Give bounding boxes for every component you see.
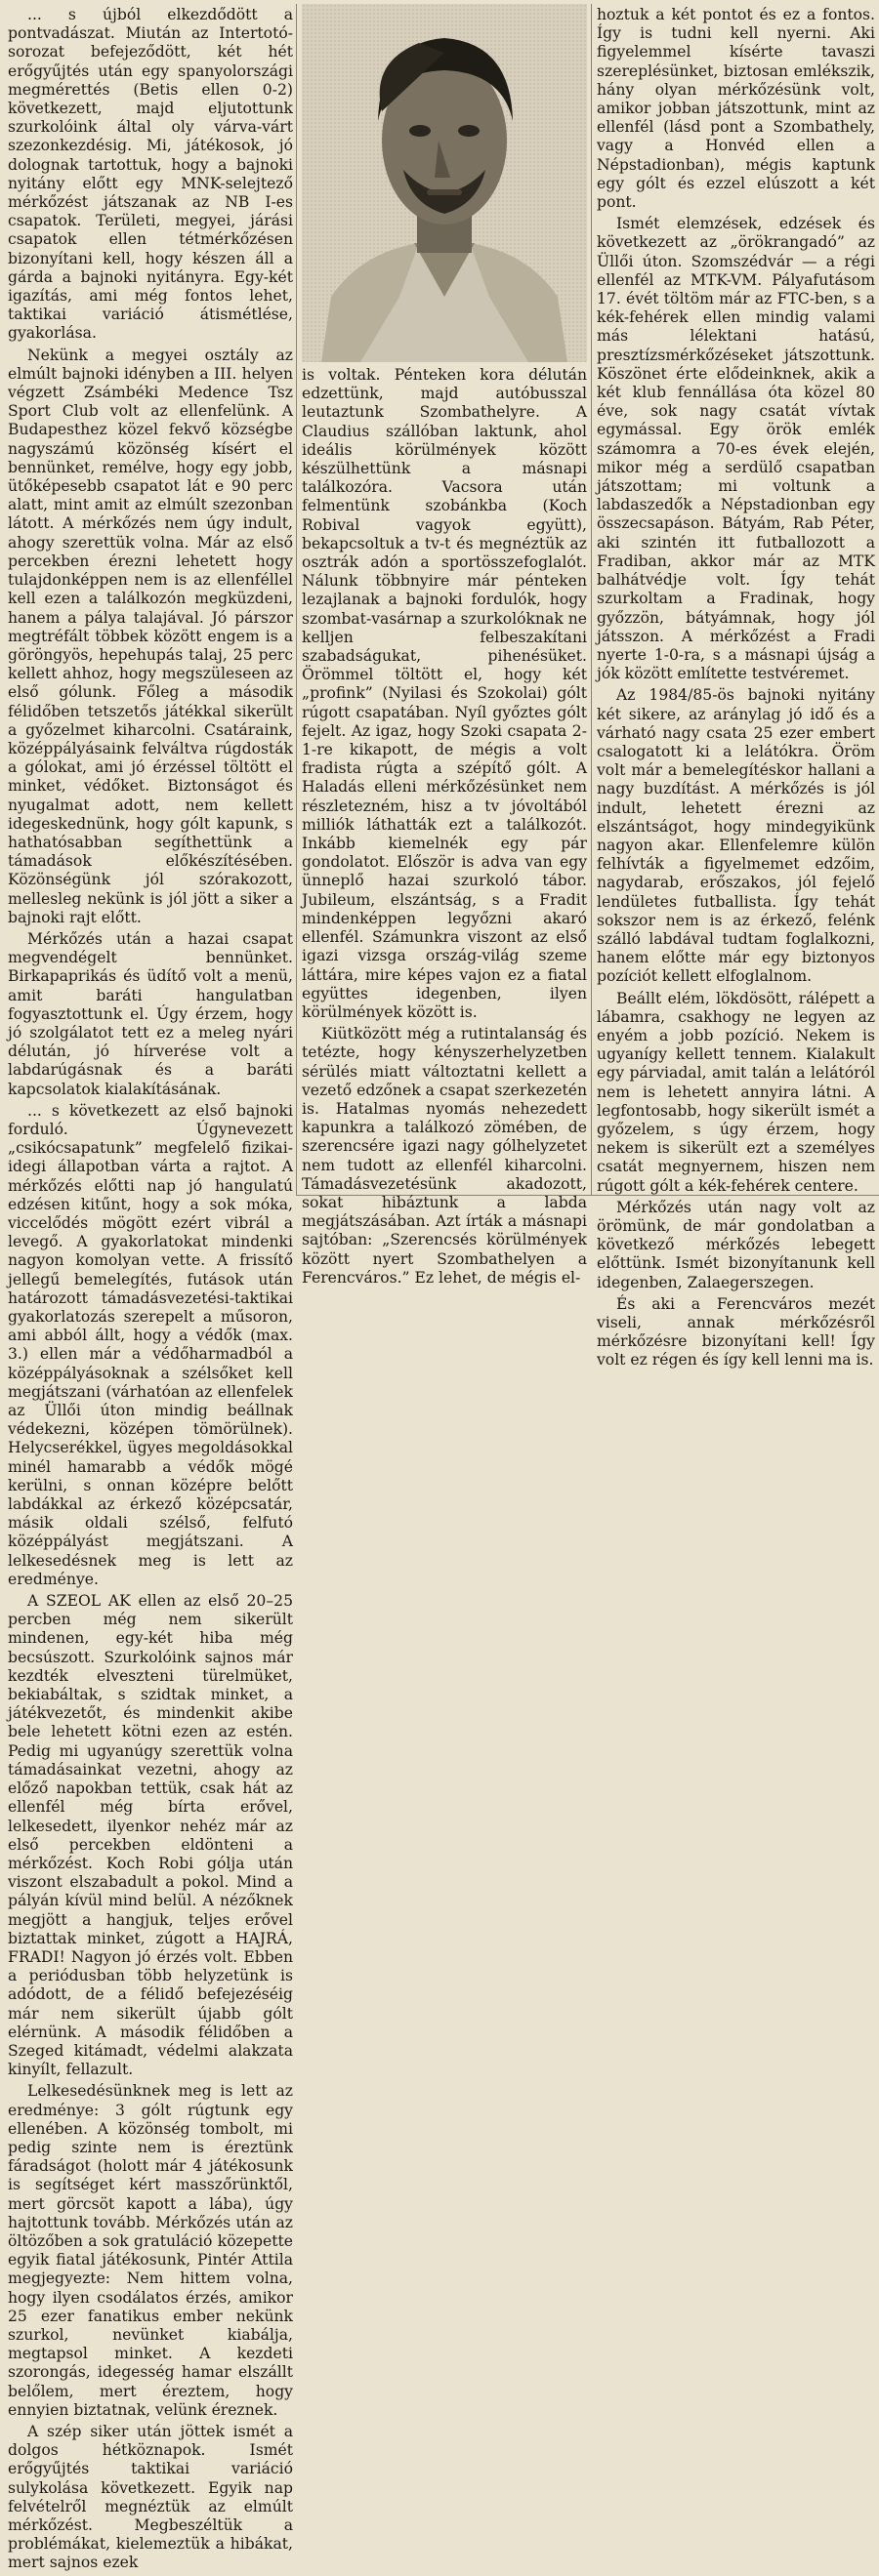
article-column-2 xyxy=(302,366,587,1290)
paragraph: hoztuk a két pontot és ez a fontos. Így is tudni kell nyerni. Aki figyelemmel kísérte tavaszi szereplésünket, biztosan emlékszik, hány olyan mérkőzésünk volt, amikor jobban játszottunk, mint az ellenfél (lásd pont a Szombathely, vagy a Honvéd ellen a Népstadionban), mégis kaptunk egy gólt és ezzel elúszott a két pont. xyxy=(597,6,875,212)
paragraph: is voltak. Pénteken kora délután edzettünk, majd autóbusszal leutaztunk Szombathelyre. A Claudius szállóban laktunk, ahol ideális körülmények között készülhettünk a másnapi találkozóra. Vacsora után felmentünk szobánkba (Koch Robival vagyok együtt), bekapcsoltuk a tv-t és megnéztük az osztrák adón a sportösszefoglalót. Nálunk többnyire már pénteken lezajlanak a bajnoki fordulók, hogy szombat-vasárnap a szurkolóknak ne kelljen felbeszakítani szabadságukat, pihenésüket. Örömmel töltött el, hogy két „profink” (Nyilasi és Szokolai) gólt rúgott csapatában. Nyíl győztes gólt fejelt. Az igaz, hogy Szoki csapata 2-1-re kikapott, de mégis a volt fradista rúgta a szépítő gólt. A Haladás elleni mérkőzésünket nem részletezném, hisz a tv jóvoltából milliók láthatták ezt a találkozót. Inkább kiemelnék egy pár gondolatot. Először is adva van egy ünneplő hazai szurkoló tábor. Jubileum, elszántság, s a Fradit mindenképpen legyőzni akaró ellenfél. Számunkra viszont az első igazi vizsga ország-világ szeme láttára, mire képes vajon ez a fiatal együttes idegenben, ilyen körülmények között is. xyxy=(302,366,587,1021)
paragraph: Az 1984/85-ös bajnoki nyitány két sikere, az aránylag jó idő és a várható nagy csata 25 ezer embert csalogatott ki a lelátókra. Öröm volt már a bemelegítéskor hallani a nagy buzdítást. A mérkőzés is jól indult, lehetett érezni az elszántságot, hogy mindegyikünk nagyon akar. Ellenfelemre külön felhívták a figyelmemet edzőim, nagydarab, erőszakos, jól fejelő lendületes futballista. Így tehát sokszor nem is az érkező, felénk szálló labdával tudtam foglalkozni, hanem előtte már egy biztonyos pozíciót kellett elfoglalnom. xyxy=(597,686,875,986)
paragraph: A SZEOL AK ellen az első 20–25 percben még nem sikerült mindenen, egy-két hiba még becsúszott. Szurkolóink sajnos már kezdték elveszteni türelmüket, bekiabáltak, s szidtak minket, a játékvezetőt, és mindenkit akibe bele lehetett kötni ezen az estén. Pedig mi ugyanúgy szerettük volna támadásainkat vezetni, ahogy az előző napokban tettük, csak hát az ellenfél még bírta erővel, lelkesedett, ilyenkor nehéz már az első percekben eldönteni a mérkőzést. Koch Robi gólja után viszont elszabadult a pokol. Mind a pályán kívül mind belül. A nézőknek megjött a hangjuk, teljes erővel biztattak minket, zúgott a HAJRÁ, FRADI! Nagyon jó érzés volt. Ebben a periódusban több helyzetünk is adódott, de a félidő befejezéséig már nem sikerült újabb gólt elérnünk. A második félidőben a Szeged kitámadt, védelmi alakzata kinyílt, fellazult. xyxy=(8,1592,293,2079)
paragraph: ... s következett az első bajnoki forduló. Úgynevezett „csikócsapatunk” megfelelő fizikai-idegi állapotban várta a rajtot. A mérkőzés előtti nap jó hangulatú edzésen kitűnt, hogy a sok móka, viccelődés mögött ezért vibrál a levegő. A gyakorlatokat mindenki nagyon komolyan vette. A frissítő jellegű bemelegítés, futások után határozott támadásvezetési-taktikai gyakorlatozás szerepelt a műsoron, ami abból állt, hogy a védők (max. 3.) ellen már a védőharmadból a középpályásoknak a szélsőket kell megjátszani (várhatóan az ellenfelek az Üllői úton mindig beállnak védekezni, középen tömörülnek). Helycserékkel, ügyes megoldásokkal minél hamarabb a védők mögé kerülni, s onnan középre belőtt labdákkal az érkező középcsatár, másik oldali szélső, felfutó középpályást megjátszani. A lelkesedésnek meg is lett az eredménye. xyxy=(8,1101,293,1588)
player-portrait-photo xyxy=(302,4,587,362)
column-rule-right xyxy=(591,4,592,1195)
paragraph: Kiütközött még a rutintalanság és tetézte, hogy kényszerhelyzetben sérülés miatt változtatni kellett a vezető edzőnek a csapat szerkezetén is. Hatalmas nyomás nehezedett kapunkra a találkozó zömében, de szerencsére igazi nagy gólhelyzetet nem tudott az ellenfél kiharcolni. Támadásvezetésünk akadozott, sokat hibáztunk a labda megjátszásában. Azt írták a másnapi sajtóban: „Szerencsés körülmények között nyert Szombathelyen a Ferencváros.” Ez lehet, de mégis el- xyxy=(302,1025,587,1287)
paragraph: Mérkőzés után nagy volt az örömünk, de már gondolatban a következő mérkőzés lebegett előttünk. Ismét bizonyítanunk kell idegenben, Zalaegerszegen. xyxy=(597,1198,875,1291)
paragraph: És aki a Ferencváros mezét viseli, annak mérkőzésről mérkőzésre bizonyítani kell! Így volt ez régen és így kell lenni ma is. xyxy=(597,1294,875,1370)
paragraph: A szép siker után jöttek ismét a dolgos hétköznapok. Ismét erőgyűjtés taktikai variáció sulykolása következett. Egyik nap felvételről megnéztük az elmúlt mérkőzést. Megbeszéltük a problémákat, kielemeztük a hibákat, mert sajnos ezek xyxy=(8,2423,293,2572)
paragraph: Mérkőzés után a hazai csapat megvendégelt bennünket. Birkapaprikás és üdítő volt a menü, amit baráti hangulatban fogyasztottunk el. Úgy érzem, hogy jó szolgálatot tett ez a meleg nyári délután, jó hírverése volt a labdarúgásnak és a baráti kapcsolatok kialakításának. xyxy=(8,929,293,1098)
paragraph: Lelkesedésünknek meg is lett az eredménye: 3 gólt rúgtunk egy ellenében. A közönség tombolt, mi pedig szinte nem is éreztünk fáradságot (holott már 4 játékosunk is segítséget kért masszőrünktől, mert görcsöt kapott a lába), úgy hajtottunk tovább. Mérkőzés után az öltözőben a sok gratuláció közepette egyik fiatal játékosunk, Pintér Attila megjegyezte: Nem hittem volna, hogy ilyen csodálatos érzés, amikor 25 ezer fanatikus ember nekünk szurkol, nevünket kiabálja, megtapsol minket. A kezdeti szorongás, idegesség hamar elszállt belőlem, mert éreztem, hogy ennyien biztatnak, velünk éreznek. xyxy=(8,2082,293,2419)
paragraph: Nekünk a megyei osztály az elmúlt bajnoki idényben a III. helyen végzett Zsámbéki Medence Tsz Sport Club volt az ellenfelünk. A Budapesthez közel fekvő községbe nagyszámú közönség kísért el bennünket, remélve, hogy egy jobb, ütőképesebb csapatot lát e 90 perc alatt, mint amit az elmúlt szezonban látott. A mérkőzés nem úgy indult, ahogy szerettük volna. Már az első percekben érezni lehetett hogy tulajdonképpen nem is az ellenféllel kell ezen a találkozón megküzdeni, hanem a pálya talajával. Jó párszor megtréfált többek között engem is a göröngyös, hepehupás talaj, 25 perc kellett ahhoz, hogy megszüleseen az első gólunk. Főleg a második félidőben tetszetős játékkal sikerült a győzelmet kiharcolni. Csatáraink, középpályásaink felváltva rúgdosták a gólokat, ami jó érzéssel töltött el minket, védőket. Biztonságot és nyugalmat adott, nem kellett idegeskednünk, hogy gólt kapunk, s hathatósabban segíthettünk a támadások előkészítésében. Közönségünk jól szórakozott, mellesleg nekünk is jól jött a siker a bajnoki rajt előtt. xyxy=(8,346,293,926)
column-rule-left xyxy=(296,4,297,1195)
article-column-1 xyxy=(8,6,293,2576)
article-column-3 xyxy=(597,6,875,1373)
paragraph: Beállt elém, lökdösött, rálépett a lábamra, csakhogy ne legyen az enyém a jobb pozíció. Nekem is ugyanígy kellett tennem. Kialakult egy párviadal, amit talán a lelátóról nem is lehetett annyira látni. A legfontosabb, hogy sikerült ismét a győzelem, s úgy érzem, hogy nekem is sikerült ezt a személyes csatát megnyernem, hiszen nem rúgott gólt a kék-fehérek centere. xyxy=(597,989,875,1195)
paragraph: ... s újból elkezdődött a pontvadászat. Miután az Intertotó-sorozat befejeződött, két hét erőgyűjtés után egy spanyolországi megmérettés (Betis ellen 0-2) következett, majd eljutottunk szurkolóink által oly várva-várt szezonkezdésig. Mi, játékosok, jó dolognak tartottuk, hogy a bajnoki nyitány előtt egy MNK-selejtező mérkőzést játszanak az NB I-es csapatok. Területi, megyei, járási csapatok ellen tétmérkőzésen bizonyítani kell, hogy készen áll a gárda a bajnoki nyitányra. Egy-két igazítás, ami még fontos lehet, taktikai variáció átismétlése, gyakorlása. xyxy=(8,6,293,343)
paragraph: Ismét elemzések, edzések és következett az „örökrangadó” az Üllői úton. Szomszédvár — a régi ellenfél az MTK-VM. Pályafutásom 17. évét töltöm már az FTC-ben, s a kék-fehérek ellen mindig valami más lélektani hatású, presztízsmérkőzéseket játszottunk. Köszönet érte elődeinknek, akik a két klub fennállása óta közel 80 éve, sok nagy csatát vívtak egymással. Egy örök emlék számomra a 70-es évek elején, mikor még a serdülő csapatban játszottam; mi voltunk a labdaszedők a Népstadionban egy összecsapáson. Bátyám, Rab Péter, aki szintén itt futballozott a Fradiban, akkor már az MTK balhátvédje volt. Így tehát szurkoltam a Fradinak, hogy győzzön, bátyámnak, hogy jól játsszon. A mérkőzést a Fradi nyerte 1-0-ra, s a másnapi újság a jók között említette testvéremet. xyxy=(597,215,875,683)
